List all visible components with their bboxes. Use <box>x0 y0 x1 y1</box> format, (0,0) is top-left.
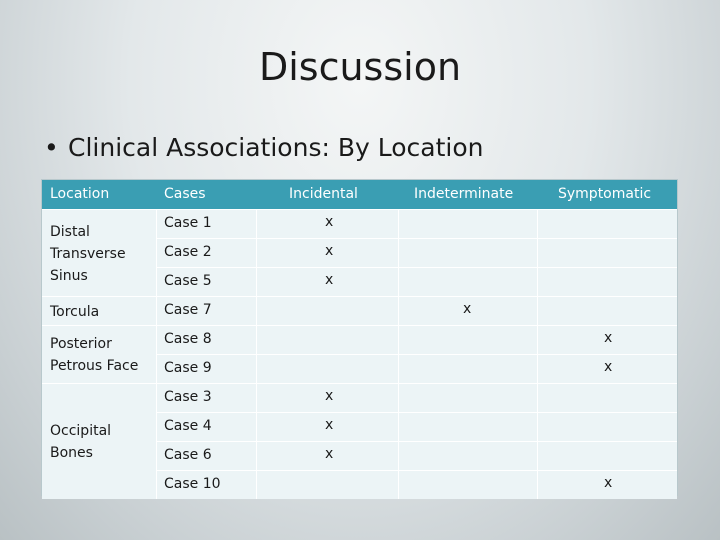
row-divider <box>156 412 677 413</box>
clinical-associations-table <box>41 179 678 496</box>
row-divider <box>156 470 677 471</box>
mark-incidental: x <box>325 243 334 259</box>
case-cell: Case 1 <box>164 215 212 231</box>
mark-symptomatic: x <box>604 359 613 375</box>
case-cell: Case 7 <box>164 302 212 318</box>
column-header-symptomatic: Symptomatic <box>558 186 652 202</box>
row-divider <box>156 267 677 268</box>
table-group <box>42 209 677 296</box>
row-divider <box>156 354 677 355</box>
mark-symptomatic: x <box>604 475 613 491</box>
column-divider <box>256 209 257 499</box>
location-line: Bones <box>50 445 93 461</box>
column-divider <box>398 209 399 499</box>
location-line: Distal <box>50 224 90 240</box>
mark-symptomatic: x <box>604 330 613 346</box>
column-header-incidental: Incidental <box>289 186 358 202</box>
case-cell: Case 10 <box>164 476 221 492</box>
bullet-dot-icon: • <box>44 133 59 162</box>
column-header-cases: Cases <box>164 186 206 202</box>
location-line: Posterior <box>50 336 112 352</box>
case-cell: Case 6 <box>164 447 212 463</box>
mark-indeterminate: x <box>463 301 472 317</box>
bullet-item <box>44 130 483 166</box>
column-divider <box>537 209 538 499</box>
column-divider <box>156 209 157 499</box>
location-line: Sinus <box>50 268 88 284</box>
location-line: Torcula <box>50 304 100 320</box>
case-cell: Case 8 <box>164 331 212 347</box>
location-cell <box>50 333 138 377</box>
location-line: Transverse <box>50 246 126 262</box>
bullet-text: Clinical Associations: By Location <box>68 133 484 162</box>
location-cell <box>50 221 126 287</box>
row-divider <box>156 441 677 442</box>
case-cell: Case 9 <box>164 360 212 376</box>
case-cell: Case 2 <box>164 244 212 260</box>
table-group <box>42 296 677 325</box>
case-cell: Case 3 <box>164 389 212 405</box>
case-cell: Case 4 <box>164 418 212 434</box>
location-cell <box>50 301 99 323</box>
table-header-row <box>42 180 677 209</box>
mark-incidental: x <box>325 214 334 230</box>
case-cell: Case 5 <box>164 273 212 289</box>
mark-incidental: x <box>325 272 334 288</box>
mark-incidental: x <box>325 388 334 404</box>
column-header-indeterminate: Indeterminate <box>414 186 514 202</box>
row-divider <box>156 238 677 239</box>
column-header-location: Location <box>50 186 110 202</box>
location-cell <box>50 420 111 464</box>
location-line: Petrous Face <box>50 358 139 374</box>
mark-incidental: x <box>325 417 334 433</box>
mark-incidental: x <box>325 446 334 462</box>
location-line: Occipital <box>50 423 112 439</box>
slide-title: Discussion <box>258 45 462 89</box>
